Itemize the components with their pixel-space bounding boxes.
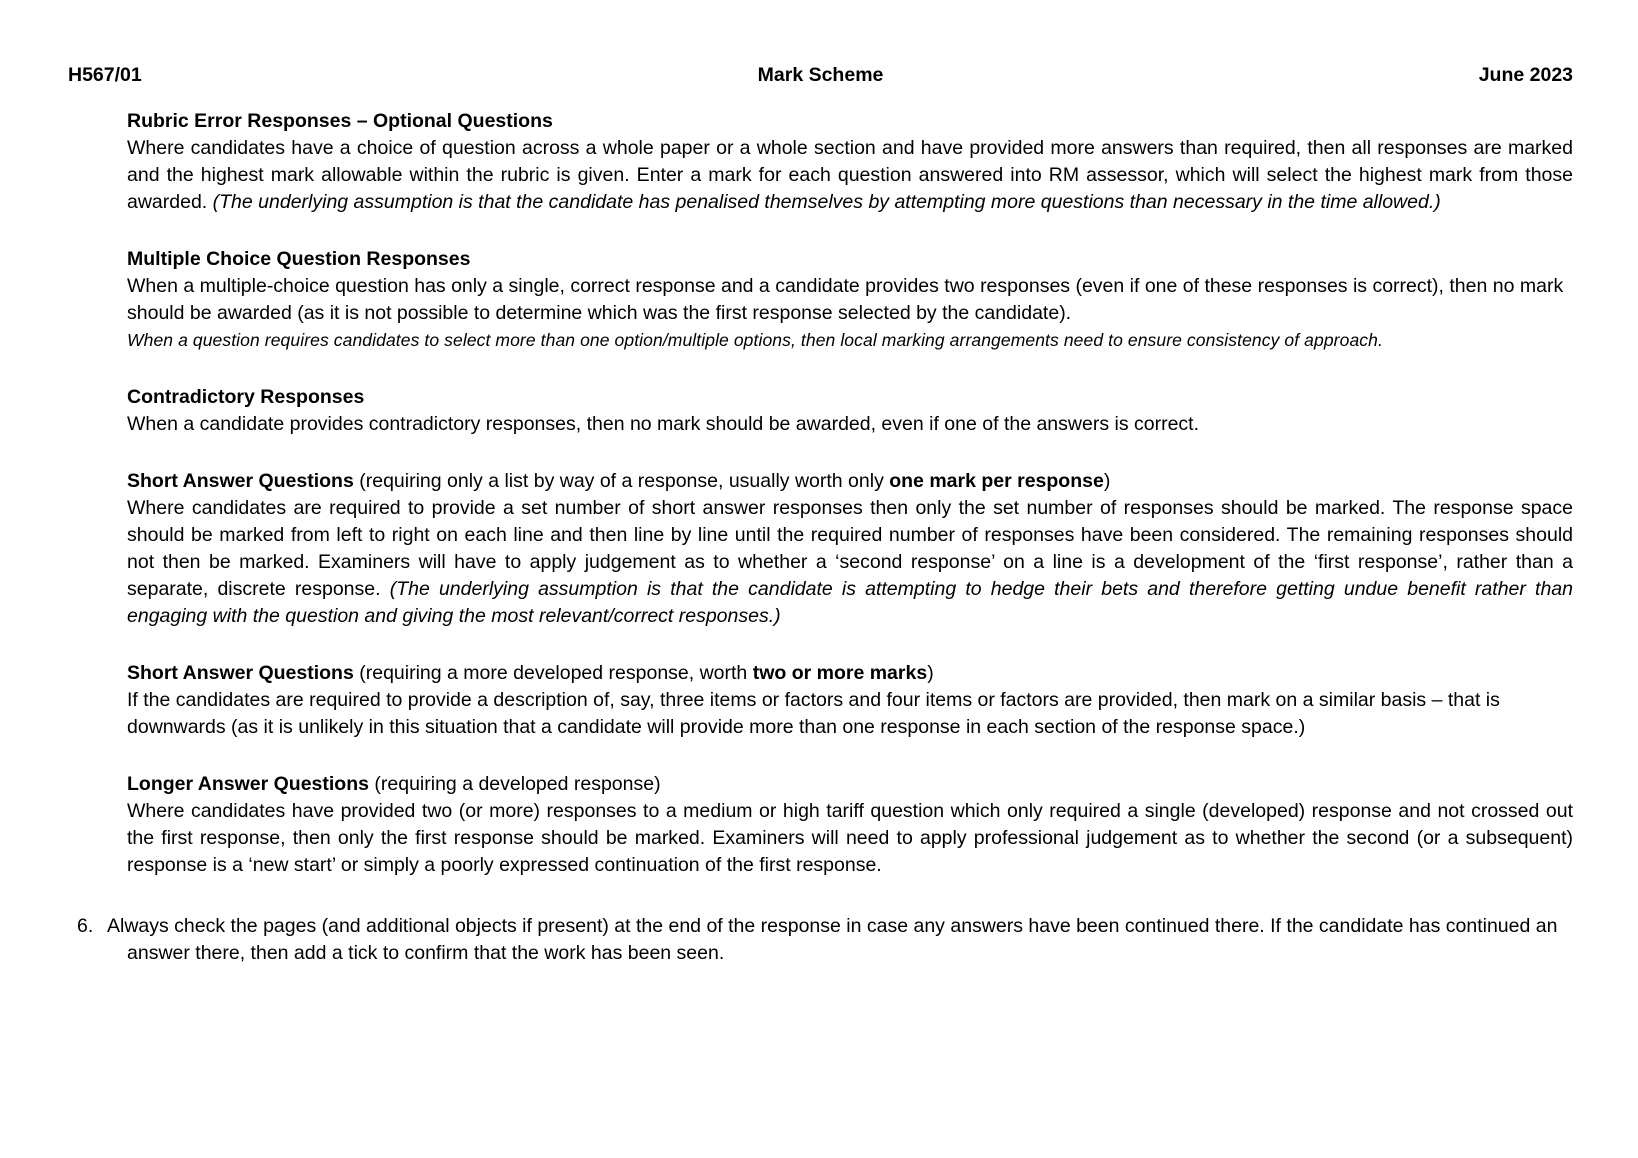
text-run: ) [1103,470,1111,492]
text-run: If the candidates are required to provide a description of, say, three items or factors and four items or factors are provided, then mark on a similar basis – that is downwards (as it is unlikely in this situation that a candidate will provide more than one response in each section of the response space.) [127,689,1500,738]
header-session-date: June 2023 [1478,64,1574,86]
section-short-answer-questions-developed [127,660,1573,741]
page-header [68,62,1573,89]
section-longer-answer-questions [127,771,1573,879]
text-run: Short Answer Questions [127,470,354,492]
text-run: When a question requires candidates to select more than one option/multiple options, then local marking arrangements need to ensure consistency of approach. [127,330,1383,350]
text-run: Short Answer Questions [127,662,354,684]
section-heading [127,246,1573,273]
text-run: two or more marks [752,662,928,684]
section-contradictory-responses [127,384,1573,438]
numbered-item-marker: 6. [77,915,94,937]
section-paragraph [127,495,1573,630]
header-paper-code: H567/01 [68,64,142,86]
numbered-item-text: Always check the pages (and additional objects if present) at the end of the response in case any answers have been continued there. If the candidate has continued an answer there, then add a tick to confirm that the work has been seen. [107,915,1558,964]
section-paragraph [127,687,1573,741]
text-run: Rubric Error Responses – Optional Questions [127,110,553,132]
sections-container [127,108,1573,879]
section-paragraph [127,135,1573,216]
section-paragraph [127,273,1573,327]
section-rubric-error-responses [127,108,1573,216]
section-heading [127,468,1573,495]
text-run: When a candidate provides contradictory responses, then no mark should be awarded, even if one of the answers is correct. [127,413,1200,435]
text-run: Where candidates have a choice of question across a whole paper or a whole section and have provided more answers than required, then all responses are marked and the highest mark allowable within the rubric is given. Enter a mark for each question answered into RM assessor, which will select the highest mark from those awarded. [127,137,1573,213]
text-run: Longer Answer Questions [127,773,369,795]
section-multiple-choice-question-responses [127,246,1573,354]
header-title: Mark Scheme [757,64,884,86]
text-run: (requiring a developed response) [368,773,661,795]
document-body [77,108,1573,967]
text-run: ) [927,662,934,684]
section-short-answer-questions-list [127,468,1573,630]
text-run: When a multiple-choice question has only a single, correct response and a candidate provides two responses (even if one of these responses is correct), then no mark should be awarded (as it is not possible to determine which was the first response selected by the candidate). [127,275,1564,324]
text-run: (requiring only a list by way of a response, usually worth only [353,470,890,492]
text-run: (The underlying assumption is that the candidate is attempting to hedge their bets and therefore getting undue benefit rather than engaging with the question and giving the most relevant/correct responses.) [127,578,1573,627]
section-paragraph [127,411,1573,438]
text-run: Multiple Choice Question Responses [127,248,471,270]
text-run: Where candidates have provided two (or more) responses to a medium or high tariff question which only required a single (developed) response and not crossed out the first response, then only the first response should be marked. Examiners will need to apply professional judgement as to whether the second (or a subsequent) response is a ‘new start’ or simply a poorly expressed continuation of the first response. [127,800,1573,876]
section-paragraph [127,798,1573,879]
text-run: (requiring a more developed response, worth [353,662,753,684]
section-heading [127,384,1573,411]
numbered-item-6 [77,913,1573,967]
section-paragraph [127,327,1573,354]
text-run: Contradictory Responses [127,386,365,408]
text-run: one mark per response [889,470,1104,492]
section-heading [127,660,1573,687]
section-heading [127,108,1573,135]
text-run: Where candidates are required to provide a set number of short answer responses then only the set number of responses should be marked. The response space should be marked from left to right on each line and then line by line until the required number of responses have been considered. The remaining responses should not then be marked. Examiners will have to apply judgement as to whether a ‘second response’ on a line is a development of the ‘first response’, rather than a separate, discrete response. [127,497,1573,600]
section-heading [127,771,1573,798]
text-run: (The underlying assumption is that the candidate has penalised themselves by attempting more questions than necessary in the time allowed.) [212,191,1441,213]
